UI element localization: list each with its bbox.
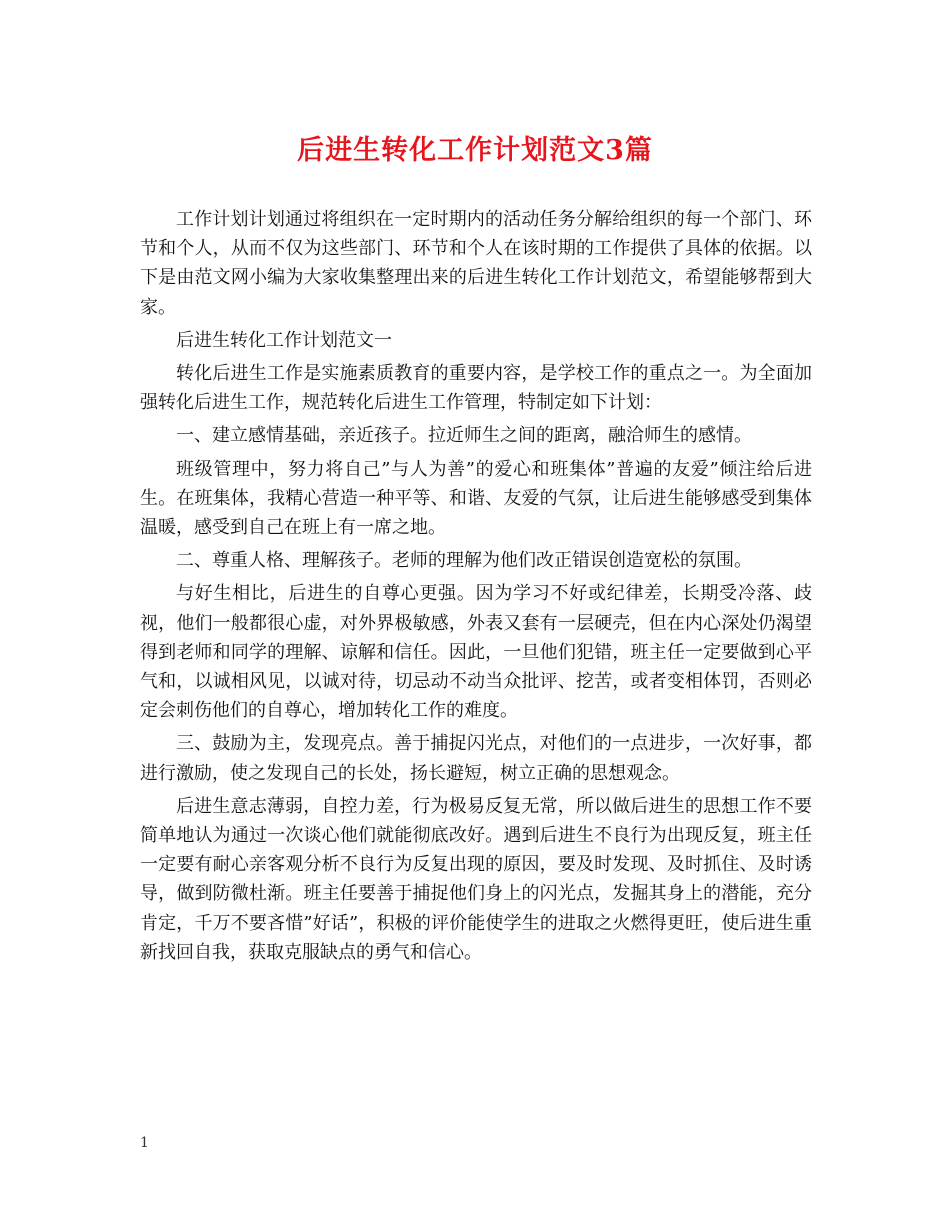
paragraph: 班级管理中，努力将自己”与人为善”的爱心和班集体”普遍的友爱”倾注给后进生。在班集体，我精心营造一种平等、和谐、友爱的气氛，让后进生能够感受到集体温暖，感受到自己在班上有一席之地。 <box>140 458 812 539</box>
paragraph: 三、鼓励为主，发现亮点。善于捕捉闪光点，对他们的一点进步，一次好事，都进行激励，使之发现自己的长处，扬长避短，树立正确的思想观念。 <box>140 733 812 784</box>
paragraph: 后进生意志薄弱，自控力差，行为极易反复无常，所以做后进生的思想工作不要简单地认为通过一次谈心他们就能彻底改好。遇到后进生不良行为出现反复，班主任一定要有耐心亲客观分析不良行为反复出现的原因，要及时发现、及时抓住、及时诱导，做到防微杜渐。班主任要善于捕捉他们身上的闪光点，发掘其身上的潜能，充分肯定，千万不要吝惜”好话”，积极的评价能使学生的进取之火燃得更旺，使后进生重新找回自我，获取克服缺点的勇气和信心。 <box>140 795 812 963</box>
document-body <box>140 205 812 971</box>
section-heading: 后进生转化工作计划范文一 <box>176 329 392 351</box>
paragraph: 转化后进生工作是实施素质教育的重要内容，是学校工作的重点之一。为全面加强转化后进生工作，规范转化后进生工作管理，特制定如下计划： <box>140 363 812 414</box>
paragraph: 一、建立感情基础，亲近孩子。拉近师生之间的距离，融洽师生的感情。 <box>176 425 752 447</box>
page-number: 1 <box>140 1135 149 1151</box>
paragraph: 二、尊重人格、理解孩子。老师的理解为他们改正错误创造宽松的氛围。 <box>176 550 752 572</box>
document-title: 后进生转化工作计划范文3篇 <box>297 135 653 166</box>
paragraph-intro: 工作计划计划通过将组织在一定时期内的活动任务分解给组织的每一个部门、环节和个人，从而不仅为这些部门、环节和个人在该时期的工作提供了具体的依据。以下是由范文网小编为大家收集整理出来的后进生转化工作计划范文，希望能够帮到大家。 <box>140 209 812 318</box>
paragraph: 与好生相比，后进生的自尊心更强。因为学习不好或纪律差，长期受冷落、歧视，他们一般都很心虚，对外界极敏感，外表又套有一层硬壳，但在内心深处仍渴望得到老师和同学的理解、谅解和信任。因此，一旦他们犯错，班主任一定要做到心平气和，以诚相风见，以诚对待，切忌动不动当众批评、挖苦，或者变相体罚，否则必定会刺伤他们的自尊心，增加转化工作的难度。 <box>140 583 812 722</box>
